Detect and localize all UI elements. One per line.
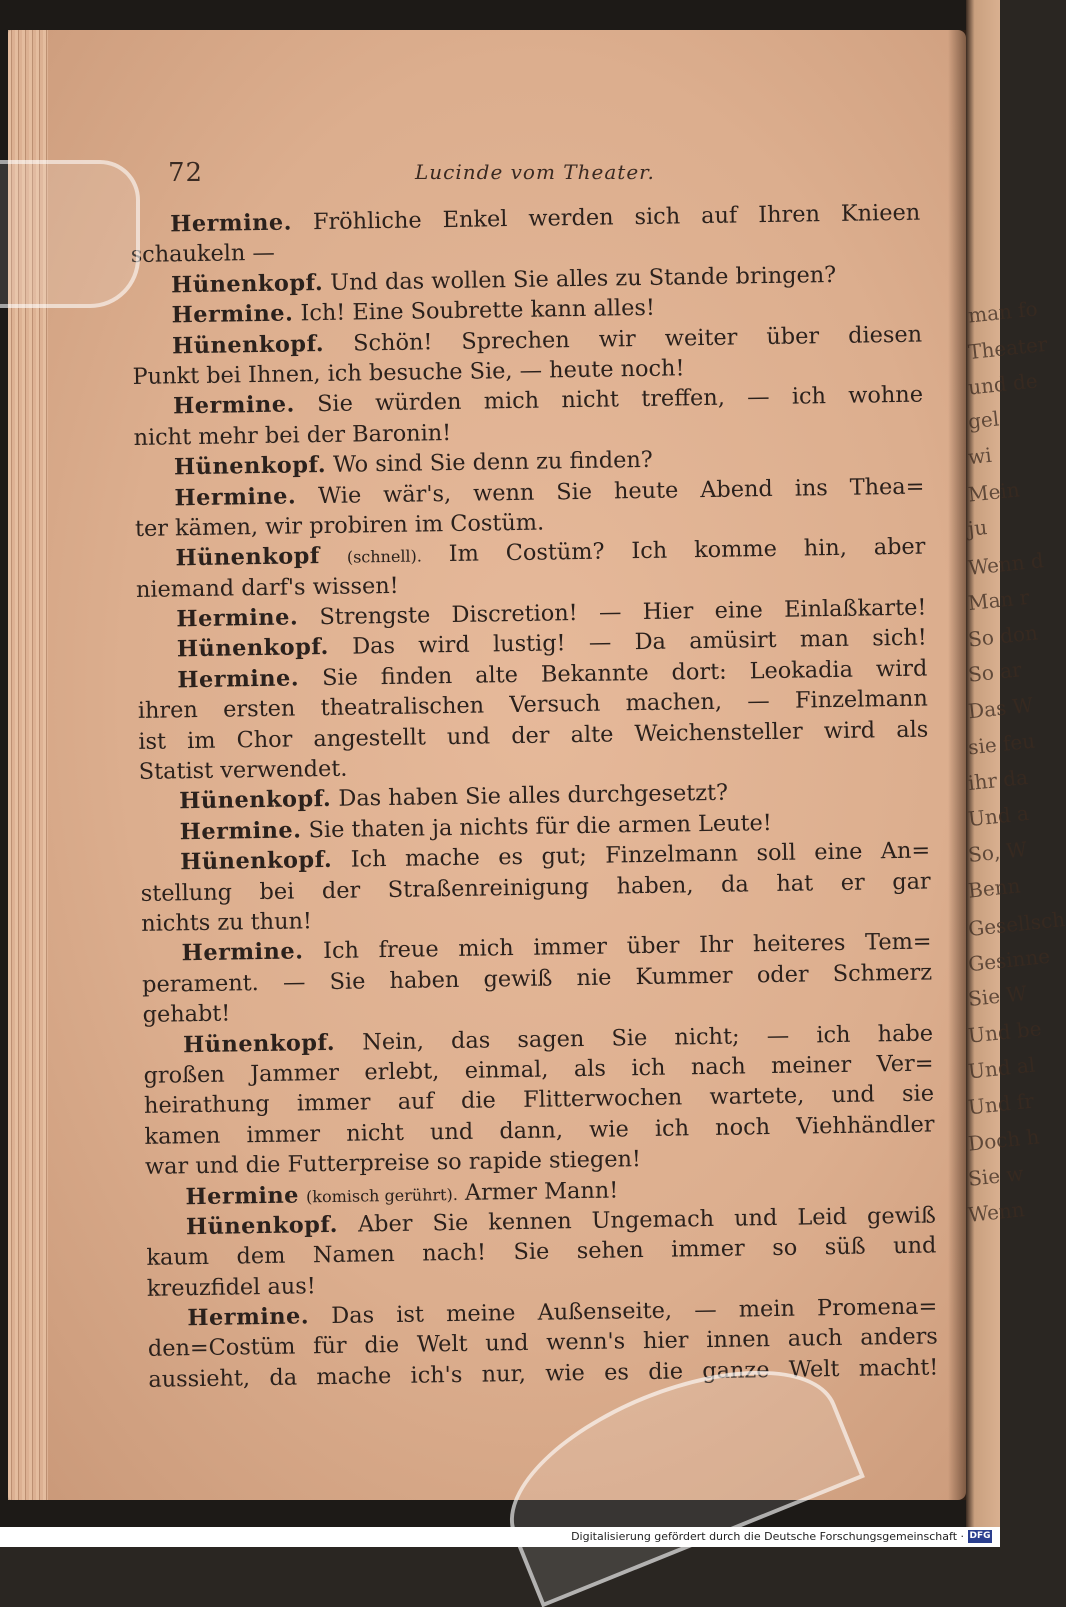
- line-text: Das haben Sie alles durchgesetzt?: [338, 780, 729, 813]
- facing-page-text-fragment: Benn: [966, 873, 1022, 903]
- line-text: ihren ersten theatralischen Versuch machen, — Finzelmann: [137, 685, 928, 725]
- line-text: den=Costüm für die Welt und wenn's hier innen auch anders: [147, 1323, 939, 1363]
- facing-page-text-fragment: So ar: [966, 657, 1023, 687]
- facing-page-text-fragment: Wenn: [966, 1197, 1026, 1227]
- facing-page-text-fragment: ihr da: [966, 764, 1030, 796]
- facing-page-text-fragment: Das W: [966, 692, 1035, 724]
- line-text: Und das wollen Sie alles zu Stande bringen?: [330, 261, 837, 296]
- line-text: nicht mehr bei der Baronin!: [133, 419, 452, 451]
- speaker-name: Hermine.: [171, 300, 294, 329]
- speaker-name: Hünenkopf.: [173, 452, 327, 481]
- facing-page-text-fragment: Und be: [966, 1016, 1043, 1048]
- speaker-name: Hünenkopf.: [176, 634, 330, 663]
- page-header: [160, 158, 920, 198]
- line-text: Ich freue mich immer über Ihr heiteres Tem=: [322, 928, 932, 965]
- page-number: 72: [168, 158, 204, 188]
- line-text: Schön! Sprechen wir weiter über diesen: [352, 321, 923, 357]
- stage-direction: (komisch gerührt).: [305, 1184, 458, 1206]
- speaker-name: Hermine: [185, 1181, 300, 1210]
- facing-page-text-fragment: sie feu: [966, 728, 1037, 760]
- line-text: stellung bei der Straßenreinigung haben, da hat er gar: [140, 868, 931, 907]
- line-text: Das ist meine Außenseite, — mein Promena=: [331, 1293, 938, 1330]
- line-text: Aber Sie kennen Ungemach und Leid gewiß: [357, 1202, 937, 1238]
- speaker-name: Hünenkopf.: [171, 330, 325, 359]
- facing-page-text-fragment: Gesinne: [966, 943, 1052, 977]
- speaker-name: Hermine.: [187, 1303, 310, 1332]
- line-text: heirathung immer auf die Flitterwochen wartete, und sie: [143, 1080, 935, 1120]
- running-title: Lucinde vom Theater.: [415, 160, 655, 184]
- line-text: kreuzfidel aus!: [146, 1272, 316, 1302]
- line-text: war und die Futterpreise so rapide stiegen!: [144, 1146, 642, 1180]
- line-text: Sie finden alte Bekannte dort: Leokadia wird: [321, 655, 928, 691]
- speaker-name: Hünenkopf: [175, 543, 321, 572]
- speaker-name: Hünenkopf.: [185, 1211, 339, 1241]
- line-text: Das wird lustig! — Da amüsirt man sich!: [352, 625, 928, 661]
- facing-page-text-fragment: man fo: [966, 296, 1039, 328]
- line-text: ter kämen, wir probiren im Costüm.: [134, 509, 545, 542]
- facing-page-text-fragment: Und a: [966, 800, 1030, 832]
- facing-page-text-fragment: Doch h: [966, 1124, 1041, 1156]
- line-text: großen Jammer erlebt, einmal, als ich nach meiner Ver=: [143, 1050, 934, 1089]
- speaker-name: Hermine.: [181, 938, 304, 967]
- speaker-name: Hermine.: [170, 209, 293, 238]
- line-text: Wie wär's, wenn Sie heute Abend ins Thea=: [317, 473, 925, 509]
- line-text: kaum dem Namen nach! Sie sehen immer so süß und: [146, 1232, 937, 1272]
- book-page-right-fragment: [966, 0, 1066, 1527]
- speaker-name: Hermine.: [176, 604, 299, 633]
- speaker-name: Hünenkopf.: [179, 786, 332, 815]
- line-text: Ich mache es gut; Finzelmann soll eine An=: [350, 837, 931, 873]
- speaker-name: Hünenkopf.: [182, 1029, 336, 1058]
- line-text: Ich! Eine Soubrette kann alles!: [300, 294, 656, 327]
- facing-page-text-fragment: Sie w: [966, 1161, 1025, 1191]
- facing-page-text-fragment: So don: [966, 620, 1039, 652]
- line-text: Nein, das sagen Sie nicht; — ich habe: [362, 1020, 934, 1055]
- line-text: Statist verwendet.: [138, 755, 348, 785]
- footer-bar: [0, 1527, 1000, 1547]
- line-text: Im Costüm? Ich komme hin, aber: [448, 533, 926, 568]
- page-clip-top: [0, 160, 140, 308]
- line-text: Armer Mann!: [464, 1176, 619, 1206]
- facing-page-text-fragment: Theater: [966, 331, 1049, 365]
- facing-page-text-fragment: Man r: [966, 584, 1031, 616]
- line-text: perament. — Sie haben gewiß nie Kummer oder Schmerz: [141, 959, 933, 998]
- line-text: nichts zu thun!: [141, 908, 313, 937]
- line-text: Punkt bei Ihnen, ich besuche Sie, — heute noch!: [132, 355, 685, 390]
- facing-page-text-fragment: Und al: [966, 1052, 1037, 1084]
- speaker-name: Hünenkopf.: [180, 847, 333, 876]
- stage-direction: (schnell).: [346, 546, 423, 567]
- line-text: Strengste Discretion! — Hier eine Einlaßkarte!: [319, 594, 927, 631]
- line-text: Sie würden mich nicht treffen, — ich wohne: [316, 381, 924, 418]
- line-text: gehabt!: [142, 1000, 231, 1029]
- facing-page-text-fragment: gel: [966, 406, 1001, 434]
- line-text: schaukeln —: [130, 240, 276, 269]
- facing-page-text-fragment: Sie W: [966, 980, 1028, 1012]
- page-body-text: [130, 198, 939, 1395]
- dfg-logo: DFG: [969, 1531, 991, 1541]
- facing-page-text-fragment: So, W: [966, 836, 1029, 868]
- line-text: kamen immer nicht und dann, wie ich noch Viehhändler: [144, 1111, 935, 1150]
- line-text: aussieht, da mache ich's nur, wie es die ganze Welt macht!: [148, 1354, 939, 1393]
- funding-credit: Digitalisierung gefördert durch die Deutsche Forschungsgemeinschaft ·: [571, 1530, 964, 1543]
- line-text: ist im Chor angestellt und der alte Weichensteller wird als: [138, 716, 929, 755]
- speaker-name: Hermine.: [177, 665, 300, 694]
- line-text: Wo sind Sie denn zu finden?: [332, 446, 654, 478]
- facing-page-text-fragment: Und fr: [966, 1088, 1035, 1120]
- line-text: Fröhliche Enkel werden sich auf Ihren Knieen: [312, 199, 921, 236]
- line-text: Sie thaten ja nichts für die armen Leute!: [308, 809, 772, 844]
- speaker-name: Hermine.: [179, 817, 302, 846]
- line-text: niemand darf's wissen!: [135, 572, 399, 603]
- facing-page-text-fragment: ju: [966, 515, 989, 541]
- facing-page-text-fragment: und de: [966, 368, 1039, 400]
- speaker-name: Hermine.: [174, 482, 297, 511]
- speaker-name: Hermine.: [172, 391, 296, 420]
- facing-page-text-fragment: Gesellsch: [967, 906, 1066, 942]
- facing-page-text-fragment: Mein: [966, 477, 1021, 507]
- facing-page-text-fragment: Wenn d: [966, 548, 1045, 580]
- facing-page-text-fragment: wi: [966, 442, 993, 470]
- speaker-name: Hünenkopf.: [170, 269, 324, 299]
- gutter-shadow: [948, 30, 966, 1500]
